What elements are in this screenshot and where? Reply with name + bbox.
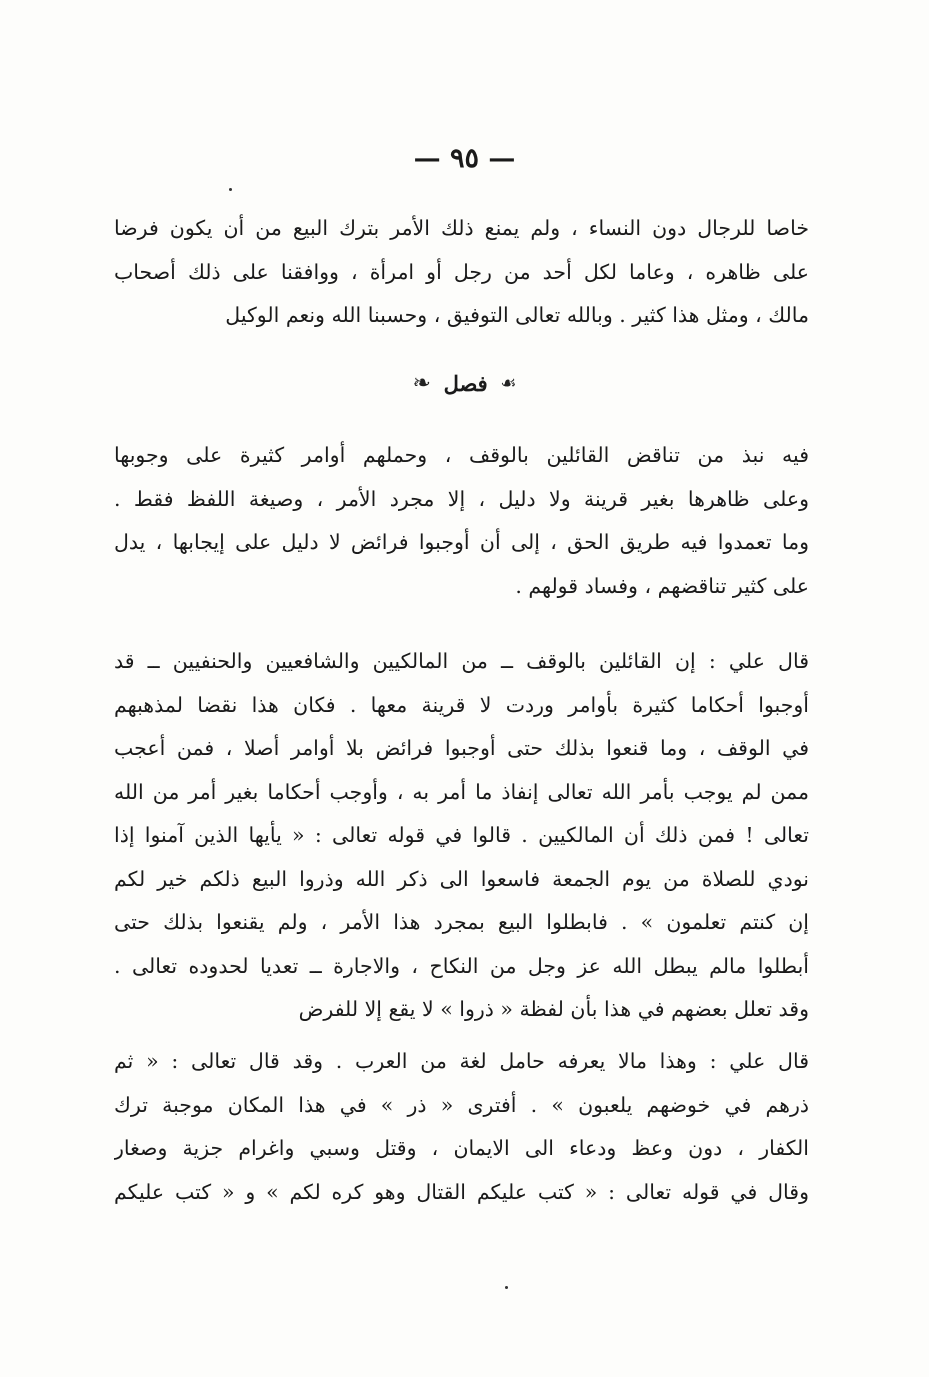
paragraph-4 (114, 1040, 809, 1214)
text-line: وعلى ظاهرها بغير قرينة ولا دليل ، إلا مجرد الأمر ، وصيغة اللفظ فقط . (114, 486, 809, 511)
page-number: — ٩٥ — (413, 143, 516, 174)
text-line: خاصا للرجال دون النساء ، ولم يمنع ذلك الأمر بترك البيع من أن يكون فرضا (114, 216, 809, 240)
text-line: أبطلوا مالم يبطل الله عز وجل من النكاح ، والاجارة ــ تعديا لحدوده تعالى . (114, 953, 809, 978)
paragraph-2 (114, 434, 809, 608)
section-title: فصل (443, 370, 488, 396)
text-line: قال علي : وهذا مالا يعرفه حامل لغة من العرب . وقد قال تعالى : « ثم (114, 1049, 809, 1073)
text-line: نودي للصلاة من يوم الجمعة فاسعوا الى ذكر الله وذروا البيع ذلكم خير لكم (114, 866, 809, 891)
scan-speck (505, 1286, 508, 1289)
section-heading (0, 362, 929, 402)
text-line: إن كنتم تعلمون » . فابطلوا البيع بمجرد هذا الأمر ، ولم يقنعوا بذلك حتى (114, 910, 809, 934)
text-line: في الوقف ، وما قنعوا بذلك حتى أوجبوا فرائض بلا أوامر أصلا ، فمن أعجب (114, 736, 809, 760)
text-line: فيه نبذ من تناقض القائلين بالوقف ، وحملهم أوامر كثيرة على وجوبها (114, 443, 809, 467)
text-line: ممن لم يوجب بأمر الله تعالى إنفاذ ما أمر به ، وأوجب أحكاما بغير أمر من الله (114, 779, 809, 804)
floral-ornament-icon: ☙ (500, 372, 517, 394)
text-line: وما تعمدوا فيه طريق الحق ، إلى أن أوجبوا فرائض لا دليل على إيجابها ، يدل (114, 530, 809, 554)
text-line: الكفار ، دون وعظ ودعاء الى الايمان ، وقتل وسبي واغرام جزية وصغار (114, 1136, 809, 1160)
paragraph-1 (114, 207, 809, 338)
text-line: وقال في قوله تعالى : « كتب عليكم القتال وهو كره لكم » و « كتب عليكم (114, 1179, 809, 1204)
text-line: على كثير تناقضهم ، وفساد قولهم . (515, 573, 809, 598)
scan-speck (229, 188, 232, 191)
text-line: أوجبوا أحكاما كثيرة بأوامر وردت لا قرينة معها . فكان هذا نقضا لمذهبهم (114, 692, 809, 717)
text-line: تعالى ! فمن ذلك أن المالكيين . قالوا في قوله تعالى : « يأيها الذين آمنوا إذا (114, 823, 809, 847)
text-line: مالك ، ومثل هذا كثير . وبالله تعالى التوفيق ، وحسبنا الله ونعم الوكيل (225, 303, 809, 327)
text-line: وقد تعلل بعضهم في هذا بأن لفظة « ذروا » لا يقع إلا للفرض (298, 997, 809, 1021)
floral-ornament-icon: ❧ (412, 370, 431, 396)
text-line: ذرهم في خوضهم يلعبون » . أفترى « ذر » في هذا المكان موجبة ترك (114, 1092, 809, 1117)
paragraph-3 (114, 640, 809, 1032)
text-line: على ظاهره ، وعاما لكل أحد من رجل أو امرأة ، ووافقنا على ذلك أصحاب (114, 259, 809, 284)
text-line: قال علي : إن القائلين بالوقف ــ من المالكيين والشافعيين والحنفيين ــ قد (114, 649, 809, 673)
